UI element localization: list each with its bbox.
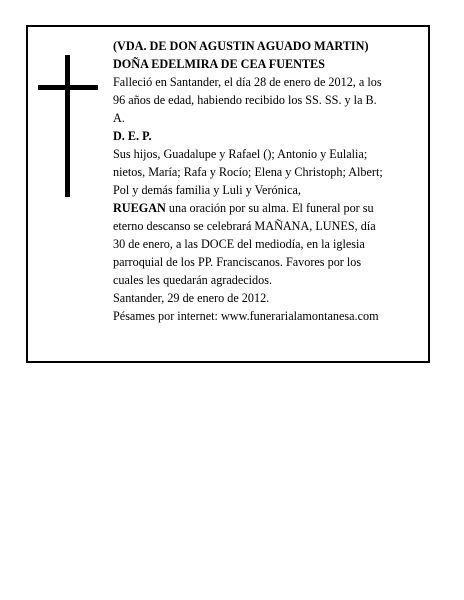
cross-icon xyxy=(38,55,98,197)
rest-in-peace: D. E. P. xyxy=(113,129,152,143)
funeral-line-4: parroquial de los PP. Franciscanos. Favores por los xyxy=(113,255,362,269)
family-line-1: Sus hijos, Guadalupe y Rafael (); Antonio y Eulalia; xyxy=(113,147,368,161)
widow-of-line: (VDA. DE DON AGUSTIN AGUADO MARTIN) xyxy=(113,39,369,53)
cross-vertical-bar xyxy=(65,55,70,197)
ruegan-word: RUEGAN xyxy=(113,201,166,215)
death-details-line-1: Falleció en Santander, el día 28 de enero de 2012, a los xyxy=(113,75,382,89)
family-line-2: nietos, María; Rafa y Rocío; Elena y Christoph; Albert; xyxy=(113,165,383,179)
death-details-line-2: 96 años de edad, habiendo recibido los SS. SS. y la B. xyxy=(113,93,377,107)
funeral-line-2: eterno descanso se celebrará MAÑANA, LUNES, día xyxy=(113,219,376,233)
funeral-line-5: cuales les quedarán agradecidos. xyxy=(113,273,273,287)
obituary-text xyxy=(113,37,429,325)
family-line-3: Pol y demás familia y Luli y Verónica, xyxy=(113,183,301,197)
cross-horizontal-bar xyxy=(38,85,98,90)
place-date-line: Santander, 29 de enero de 2012. xyxy=(113,291,270,305)
ruegan-line xyxy=(113,199,429,217)
condolences-web-line: Pésames por internet: www.funerarialamontanesa.com xyxy=(113,309,379,323)
funeral-line-3: 30 de enero, a las DOCE del mediodía, en la iglesia xyxy=(113,237,365,251)
deceased-name: DOÑA EDELMIRA DE CEA FUENTES xyxy=(113,57,325,71)
ruegan-rest: una oración por su alma. El funeral por su xyxy=(165,201,374,215)
death-details-line-3: A. xyxy=(113,111,125,125)
